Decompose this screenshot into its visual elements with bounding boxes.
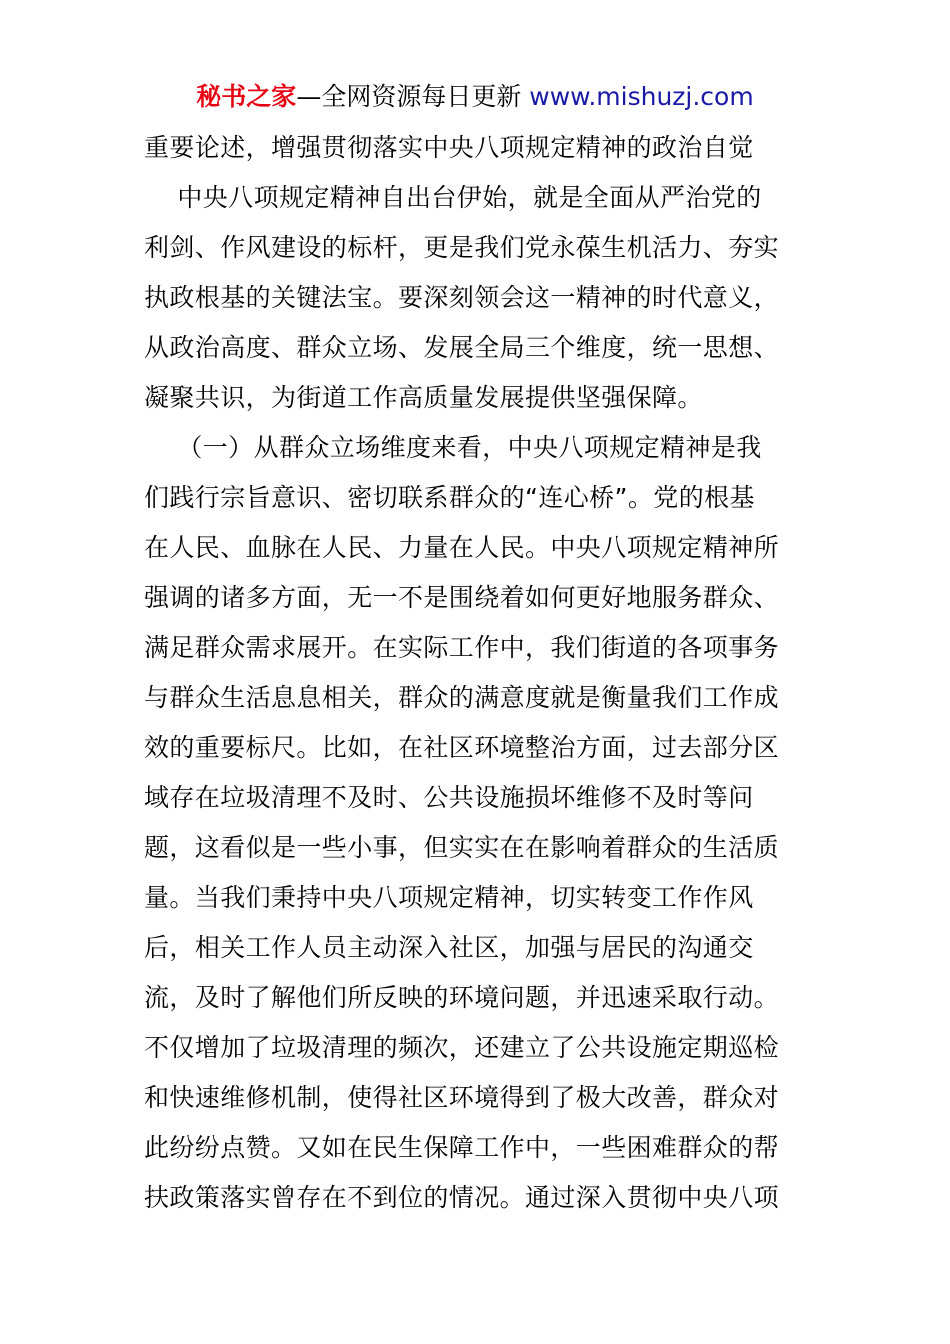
text-line: 执政根基的关键法宝。要深刻领会这一精神的时代意义， — [144, 283, 780, 312]
text-line: 和快速维修机制，使得社区环境得到了极大改善，群众对 — [144, 1083, 780, 1112]
text-line: 不仅增加了垃圾清理的频次，还建立了公共设施定期巡检 — [144, 1033, 780, 1062]
text-line: 流，及时了解他们所反映的环境问题，并迅速采取行动。 — [144, 983, 780, 1012]
text-line: 后，相关工作人员主动深入社区，加强与居民的沟通交 — [144, 933, 754, 962]
site-url-link[interactable]: www.mishuzj.com — [529, 82, 754, 111]
text-line: 重要论述，增强贯彻落实中央八项规定精神的政治自觉 — [144, 133, 754, 162]
text-line: 强调的诸多方面，无一不是围绕着如何更好地服务群众、 — [144, 583, 780, 612]
header-tagline: —全网资源每日更新 — [296, 82, 522, 111]
text-line: 在人民、血脉在人民、力量在人民。中央八项规定精神所 — [144, 533, 780, 562]
text-line: 题，这看似是一些小事，但实实在在影响着群众的生活质 — [144, 833, 780, 862]
text-line: 域存在垃圾清理不及时、公共设施损坏维修不及时等问 — [144, 783, 754, 812]
text-line: 中央八项规定精神自出台伊始，就是全面从严治党的 — [144, 183, 762, 212]
text-line: 此纷纷点赞。又如在民生保障工作中，一些困难群众的帮 — [144, 1133, 780, 1162]
text-line: 满足群众需求展开。在实际工作中，我们街道的各项事务 — [144, 633, 780, 662]
text-line: 从政治高度、群众立场、发展全局三个维度，统一思想、 — [144, 333, 780, 362]
text-line: 利剑、作风建设的标杆，更是我们党永葆生机活力、夯实 — [144, 233, 780, 262]
text-line: 们践行宗旨意识、密切联系群众的“连心桥”。党的根基 — [144, 483, 755, 512]
text-line: （一）从群众立场维度来看，中央八项规定精神是我 — [144, 433, 762, 462]
text-line: 与群众生活息息相关，群众的满意度就是衡量我们工作成 — [144, 683, 780, 712]
text-line: 量。当我们秉持中央八项规定精神，切实转变工作作风 — [144, 883, 754, 912]
text-line: 凝聚共识，为街道工作高质量发展提供坚强保障。 — [144, 383, 703, 412]
text-line: 效的重要标尺。比如，在社区环境整治方面，过去部分区 — [144, 733, 780, 762]
site-header — [0, 80, 950, 114]
text-line: 扶政策落实曾存在不到位的情况。通过深入贯彻中央八项 — [144, 1183, 780, 1212]
brand-name: 秘书之家 — [196, 82, 297, 111]
